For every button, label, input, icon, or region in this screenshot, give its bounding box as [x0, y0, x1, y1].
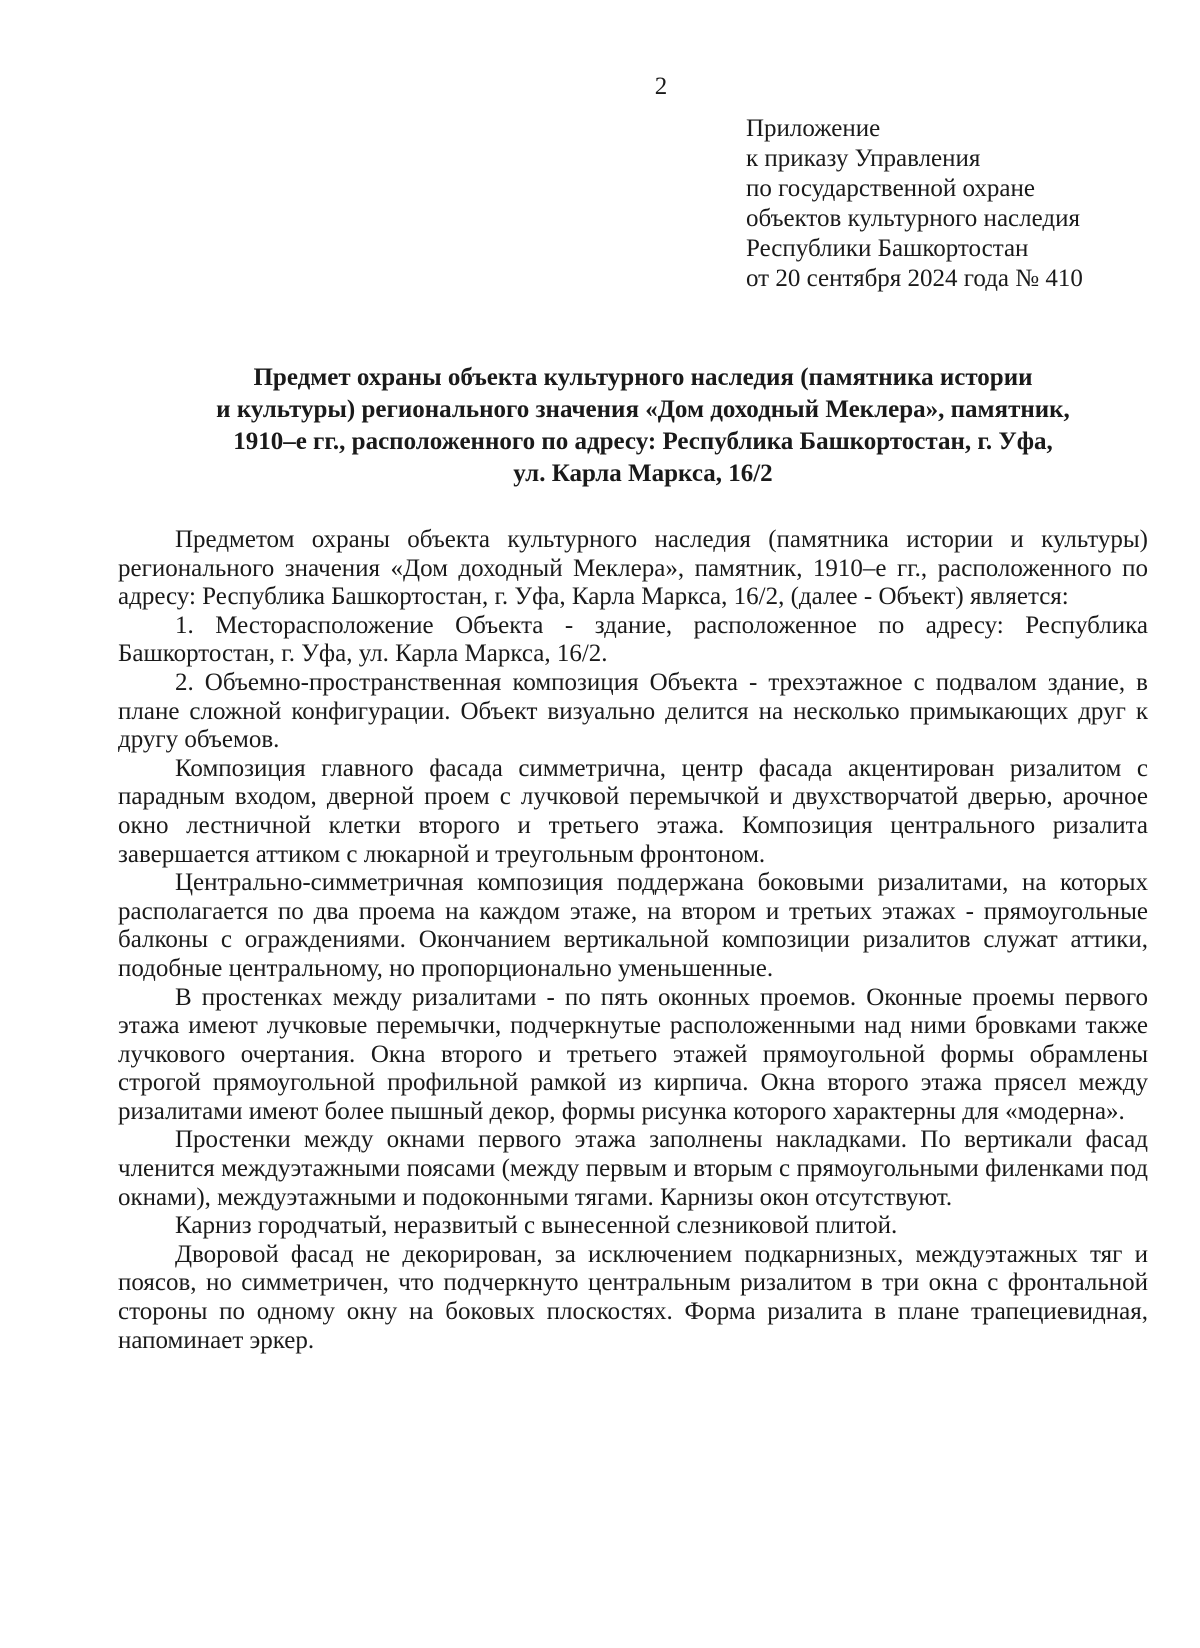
body-paragraph: Простенки между окнами первого этажа заполнены накладками. По вертикали фасад членится междуэтажными поясами (между первым и вторым с прямоугольными филенками под окнами), междуэтажными и подоконными тягами. Карнизы окон отсутствуют.: [118, 1126, 1148, 1211]
page-number: 2: [654, 73, 668, 100]
body-paragraph: Предметом охраны объекта культурного наследия (памятника истории и культуры) регионального значения «Дом доходный Меклера», памятник, 1910–е гг., расположенного по адресу: Республика Башкортостан, г. Уфа, Карла Маркса, 16/2, (далее - Объект) является:: [118, 526, 1148, 611]
title-line: Предмет охраны объекта культурного наследия (памятника истории: [253, 364, 1033, 391]
title-line: ул. Карла Маркса, 16/2: [513, 460, 773, 487]
body-paragraph: 1. Месторасположение Объекта - здание, расположенное по адресу: Республика Башкортостан, г. Уфа, ул. Карла Маркса, 16/2.: [118, 611, 1148, 668]
appendix-header: [746, 114, 1186, 294]
title-line: 1910–е гг., расположенного по адресу: Республика Башкортостан, г. Уфа,: [233, 428, 1053, 455]
appendix-line: Республики Башкортостан: [746, 235, 1029, 262]
document-title: [138, 362, 1148, 490]
title-line: и культуры) регионального значения «Дом доходный Меклера», памятник,: [216, 396, 1070, 423]
body-paragraph: В простенках между ризалитами - по пять оконных проемов. Оконные проемы первого этажа имеют лучковые перемычки, подчеркнутые расположенными над ними бровками также лучкового очертания. Окна второго и третьего этажей прямоугольной формы обрамлены строгой прямоугольной профильной рамкой из кирпича. Окна второго этажа прясел между ризалитами имеют более пышный декор, формы рисунка которого характерны для «модерна».: [118, 983, 1148, 1125]
body-paragraph: Карниз городчатый, неразвитый с вынесенной слезниковой плитой.: [175, 1212, 898, 1240]
body-paragraph: 2. Объемно-пространственная композиция Объекта - трехэтажное с подвалом здание, в плане сложной конфигурации. Объект визуально делится на несколько примыкающих друг к другу объемов.: [118, 668, 1148, 754]
appendix-line: Приложение: [746, 115, 881, 142]
appendix-line: от 20 сентября 2024 года № 410: [746, 265, 1083, 292]
appendix-line: объектов культурного наследия: [746, 205, 1080, 232]
body-paragraph: Центрально-симметричная композиция поддержана боковыми ризалитами, на которых располагается по два проема на каждом этаже, на втором и третьих этажах - прямоугольные балконы с ограждениями. Окончанием вертикальной композиции ризалитов служат аттики, подобные центральному, но пропорционально уменьшенные.: [118, 869, 1148, 982]
appendix-line: по государственной охране: [746, 175, 1036, 202]
document-body: [118, 526, 1148, 1355]
body-paragraph: Композиция главного фасада симметрична, центр фасада акцентирован ризалитом с парадным входом, дверной проем с лучковой перемычкой и двухстворчатой дверью, арочное окно лестничной клетки второго и третьего этажа. Композиция центрального ризалита завершается аттиком с люкарной и треугольным фронтоном.: [118, 754, 1148, 868]
body-paragraph: Дворовой фасад не декорирован, за исключением подкарнизных, междуэтажных тяг и поясов, но симметричен, что подчеркнуто центральным ризалитом в три окна с фронтальной стороны по одному окну на боковых плоскостях. Форма ризалита в плане трапециевидная, напоминает эркер.: [118, 1240, 1148, 1354]
appendix-line: к приказу Управления: [746, 145, 981, 172]
